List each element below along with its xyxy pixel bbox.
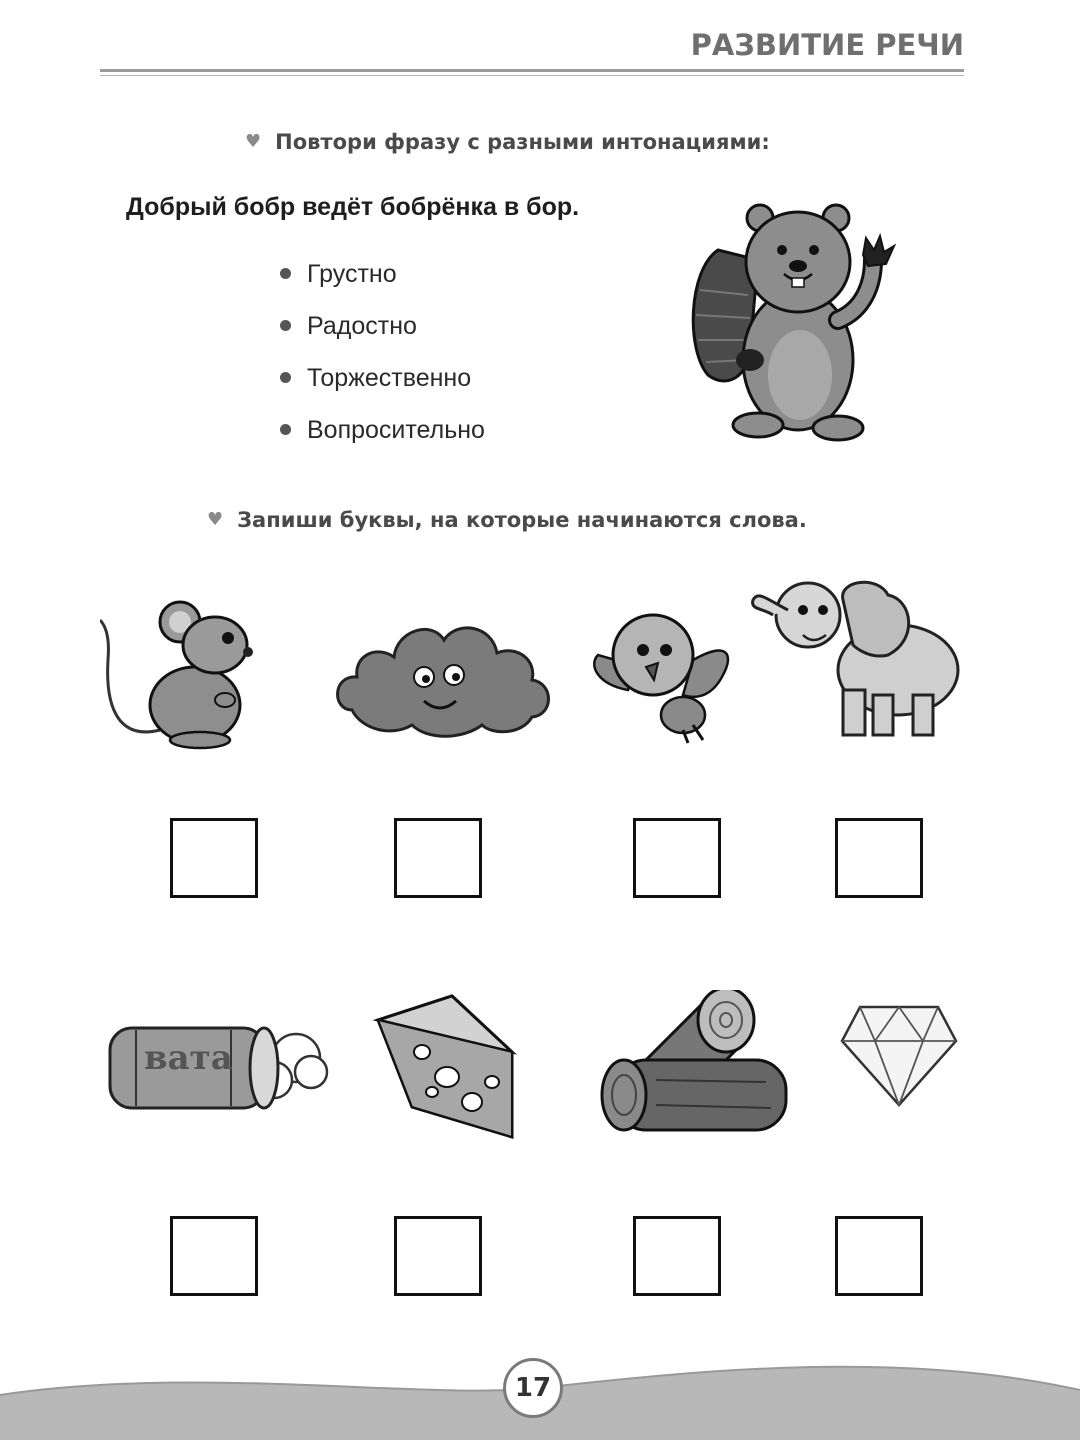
beaver-illustration — [688, 200, 903, 445]
bullet-icon — [280, 320, 291, 331]
elephant-picture — [748, 570, 960, 742]
cheese-picture — [372, 992, 518, 1140]
bullet-icon — [280, 372, 291, 383]
header-divider-thin — [100, 75, 964, 76]
section-title: РАЗВИТИЕ РЕЧИ — [690, 28, 964, 62]
page-number: 17 — [514, 1373, 552, 1403]
bird-picture — [588, 605, 734, 745]
mouse-picture — [100, 600, 260, 750]
task-heading-text: Запиши буквы, на которые начинаются слова. — [237, 508, 807, 532]
bullet-icon — [280, 268, 291, 279]
bullet-icon — [280, 424, 291, 435]
heart-marker-icon: ♥ — [207, 509, 224, 530]
heart-marker-icon: ♥ — [245, 131, 262, 152]
answer-box[interactable] — [633, 1216, 721, 1296]
intonation-list — [280, 255, 485, 463]
list-item: Радостно — [280, 307, 485, 359]
answer-box[interactable] — [835, 818, 923, 898]
logs-picture — [596, 990, 790, 1140]
diamond-picture — [840, 1003, 958, 1107]
tongue-twister-phrase: Добрый бобр ведёт бобрёнка в бор. — [126, 193, 580, 221]
task-heading-letters — [207, 508, 807, 532]
answer-box[interactable] — [394, 1216, 482, 1296]
answer-box[interactable] — [835, 1216, 923, 1296]
list-item: Грустно — [280, 255, 485, 307]
list-item: Торжественно — [280, 359, 485, 411]
list-item: Вопросительно — [280, 411, 485, 463]
header-divider — [100, 69, 964, 72]
answer-box[interactable] — [170, 1216, 258, 1296]
answer-box[interactable] — [633, 818, 721, 898]
task-heading-intonation — [245, 130, 770, 154]
answer-box[interactable] — [170, 818, 258, 898]
answer-box[interactable] — [394, 818, 482, 898]
cotton-wool-label: вата — [144, 1038, 233, 1078]
cloud-picture — [332, 615, 554, 740]
task-heading-text: Повтори фразу с разными интонациями: — [275, 130, 770, 154]
